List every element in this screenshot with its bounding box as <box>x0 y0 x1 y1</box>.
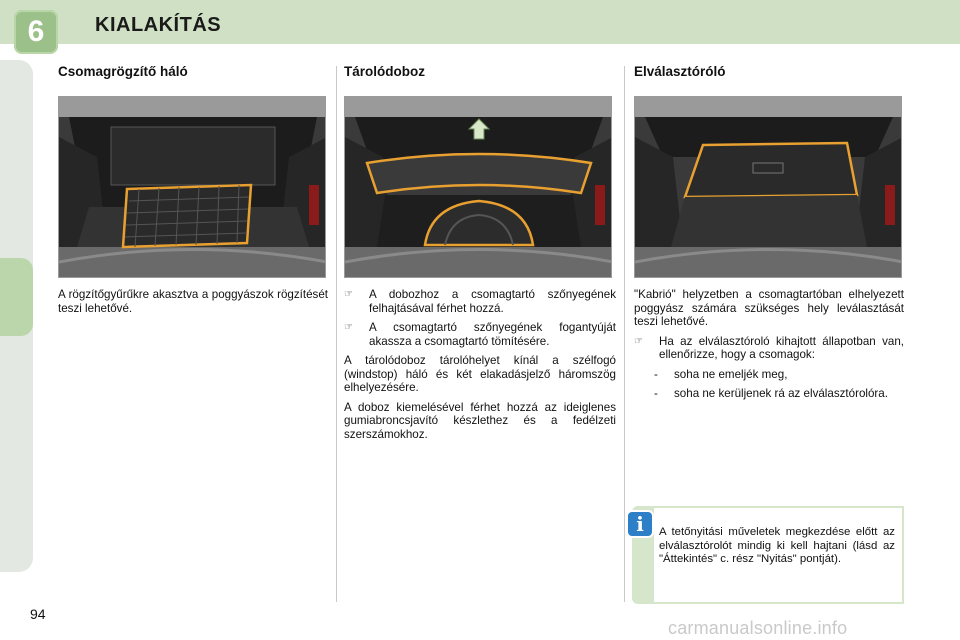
dash-item: - soha ne kerüljenek rá az elválasztórolóra. <box>654 387 888 400</box>
trunk-luggage-net-photo <box>58 96 326 278</box>
section-title: Elválasztóróló <box>634 64 726 79</box>
paragraph: A tárolódoboz tárolóhelyet kínál a szélfogó (windstop) háló és két elakadásjelző háromszög elhelyezésére. <box>344 354 616 394</box>
bullet-item: ☞ A csomagtartó szőnyegének fogantyúját akassza a csomagtartó tömítésére. <box>344 321 616 348</box>
paragraph: A rögzítőgyűrűkre akasztva a poggyászok rögzítését teszi lehetővé. <box>58 288 328 315</box>
chapter-side-tab <box>0 258 33 336</box>
column-divider <box>624 66 625 602</box>
watermark: carmanualsonline.info <box>668 618 848 638</box>
section-text <box>344 288 616 447</box>
paragraph: "Kabrió" helyzetben a csomagtartóban elhelyezett poggyász számára szükséges hely leválasztását teszi lehetővé. <box>634 288 904 328</box>
section-divider-blind <box>634 60 904 400</box>
section-title: Tárolódoboz <box>344 64 425 79</box>
dash-item: - soha ne emeljék meg, <box>654 367 788 381</box>
trunk-divider-blind-photo <box>634 96 902 278</box>
info-icon: i <box>628 512 652 536</box>
page-number: 94 <box>30 606 46 622</box>
section-storage-box <box>344 60 616 441</box>
paragraph: A doboz kiemelésével férhet hozzá az ideiglenes gumiabroncsjavító készlethez és a fedélzeti szerszámokhoz. <box>344 400 616 441</box>
info-box <box>632 506 904 604</box>
section-luggage-net <box>58 60 328 315</box>
bullet-icon: ☞ <box>344 289 353 300</box>
bullet-icon: ☞ <box>634 335 643 347</box>
bullet-item: ☞ Ha az elválasztóroló kihajtott állapotban van, ellenőrizze, hogy a csomagok: <box>634 334 904 361</box>
section-text <box>634 288 904 407</box>
page-title: KIALAKÍTÁS <box>95 14 222 36</box>
info-text: A tetőnyitási műveletek megkezdése előtt az elválasztórolót mindig ki kell hajtani (lásd az "Áttekintés" c. rész "Nyitás" pontját). <box>652 506 904 604</box>
section-title: Csomagrögzítő háló <box>58 64 188 79</box>
bullet-item: ☞ A dobozhoz a csomagtartó szőnyegének felhajtásával férhet hozzá. <box>344 288 616 315</box>
bullet-icon: ☞ <box>344 322 353 333</box>
trunk-storage-box-photo <box>344 96 612 278</box>
section-text <box>58 288 328 321</box>
column-divider <box>336 66 337 602</box>
chapter-number-badge: 6 <box>14 10 58 54</box>
